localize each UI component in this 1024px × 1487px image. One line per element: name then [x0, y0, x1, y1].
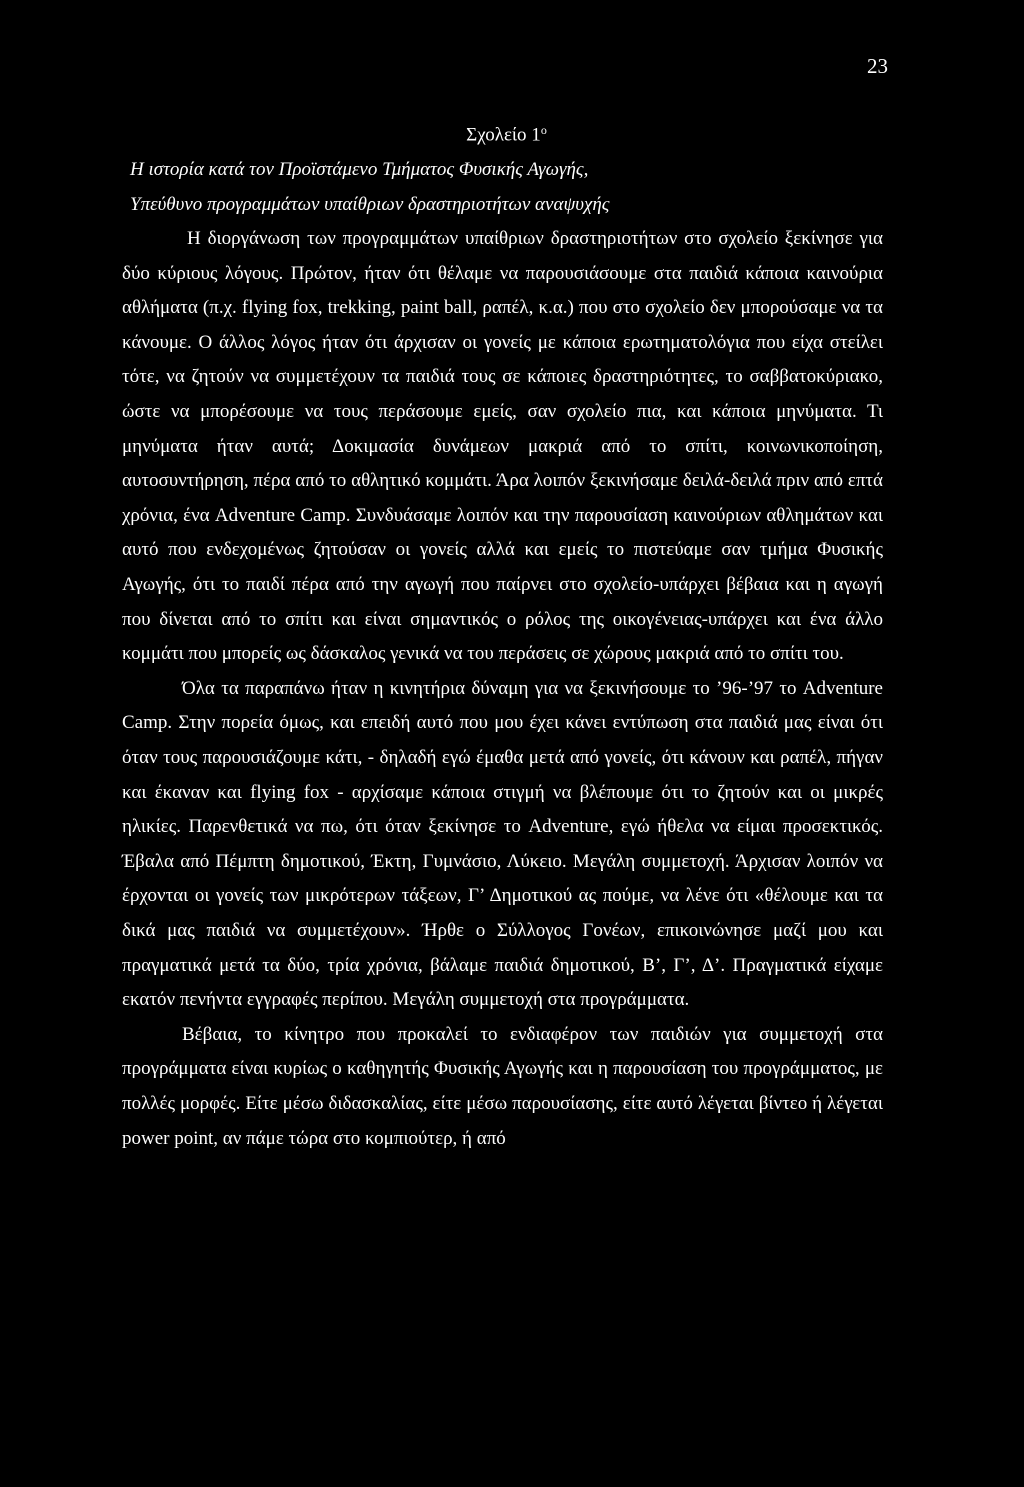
document-body: [122, 112, 883, 1156]
section-title-superscript: ο: [540, 123, 547, 137]
paragraph-1: Η διοργάνωση των προγραμμάτων υπαίθριων δραστηριοτήτων στο σχολείο ξεκίνησε για δύο κύριους λόγους. Πρώτον, ήταν ότι θέλαμε να παρουσιάσουμε στα παιδιά κάποια καινούρια αθλήματα (π.χ. flying fox, trekking, paint ball, ραπέλ, κ.α.) που στο σχολείο δεν μπορούσαμε να τα κάνουμε. Ο άλλος λόγος ήταν ότι άρχισαν οι γονείς με κάποια ερωτηματολόγια που είχα στείλει τότε, να ζητούν να συμμετέχουν τα παιδιά τους σε κάποιες δραστηριότητες, το σαββατοκύριακο, ώστε να μπορέσουμε να τους περάσουμε εμείς, σαν σχολείο πια, και κάποια μηνύματα. Τι μηνύματα ήταν αυτά; Δοκιμασία δυνάμεων μακριά από το σπίτι, κοινωνικοποίηση, αυτοσυντήρηση, πέρα από το αθλητικό κομμάτι. Άρα λοιπόν ξεκινήσαμε δειλά-δειλά πριν από επτά χρόνια, ένα Adventure Camp. Συνδυάσαμε λοιπόν και την παρουσίαση καινούριων αθλημάτων και αυτό που ενδεχομένως ζητούσαν οι γονείς αλλά και εμείς το πιστεύαμε σαν τμήμα Φυσικής Αγωγής, ότι το παιδί πέρα από την αγωγή που παίρνει στο σχολείο-υπάρχει βέβαια και η αγωγή που δίνεται από το σπίτι και είναι σημαντικός ο ρόλος της οικογένειας-υπάρχει και ένα άλλο κομμάτι που μπορείς ως δάσκαλος γενικά να του περάσεις σε χώρους μακριά από το σπίτι του.: [122, 228, 883, 665]
page-number: 23: [867, 54, 888, 78]
section-subtitle-1: Η ιστορία κατά τον Προϊστάμενο Τμήματος Φυσικής Αγωγής,: [130, 158, 589, 180]
section-title: [130, 112, 883, 153]
paragraph-2: Όλα τα παραπάνω ήταν η κινητήρια δύναμη για να ξεκινήσουμε το ’96-’97 το Adventure Camp. Στην πορεία όμως, και επειδή αυτό που μου έχει κάνει εντύπωση στα παιδιά μας είναι ότι όταν τους παρουσιάζουμε κάτι, - δηλαδή εγώ έμαθα μετά από γονείς, ότι κάνουν και ραπέλ, πήγαν και έκαναν και flying fox - αρχίσαμε κάποια στιγμή να βλέπουμε ότι το ζητούν και οι μικρές ηλικίες. Παρενθετικά να πω, ότι όταν ξεκίνησε το Adventure, εγώ ήθελα να είμαι προσεκτικός. Έβαλα από Πέμπτη δημοτικού, Έκτη, Γυμνάσιο, Λύκειο. Μεγάλη συμμετοχή. Άρχισαν λοιπόν να έρχονται οι γονείς των μικρότερων τάξεων, Γ’ Δημοτικού ας πούμε, να λένε ότι «θέλουμε και τα δικά μας παιδιά να συμμετέχουν». Ήρθε ο Σύλλογος Γονέων, επικοινώνησε μαζί μου και πραγματικά μετά τα δύο, τρία χρόνια, βάλαμε παιδιά δημοτικού, Β’, Γ’, Δ’. Πραγματικά είχαμε εκατόν πενήντα εγγραφές περίπου. Μεγάλη συμμετοχή στα προγράμματα.: [122, 677, 883, 1011]
section-title-text: Σχολείο 1: [466, 124, 541, 146]
paragraph-3: Βέβαια, το κίνητρο που προκαλεί το ενδιαφέρον των παιδιών για συμμετοχή στα προγράμματα είναι κυρίως ο καθηγητής Φυσικής Αγωγής και η παρουσίαση του προγράμματος, με πολλές μορφές. Είτε μέσω διδασκαλίας, είτε μέσω παρουσίασης, είτε αυτό λέγεται βίντεο ή λέγεται power point, αν πάμε τώρα στο κομπιούτερ, ή από: [122, 1023, 883, 1149]
section-subtitle-2: Υπεύθυνο προγραμμάτων υπαίθριων δραστηριοτήτων αναψυχής: [130, 193, 610, 215]
